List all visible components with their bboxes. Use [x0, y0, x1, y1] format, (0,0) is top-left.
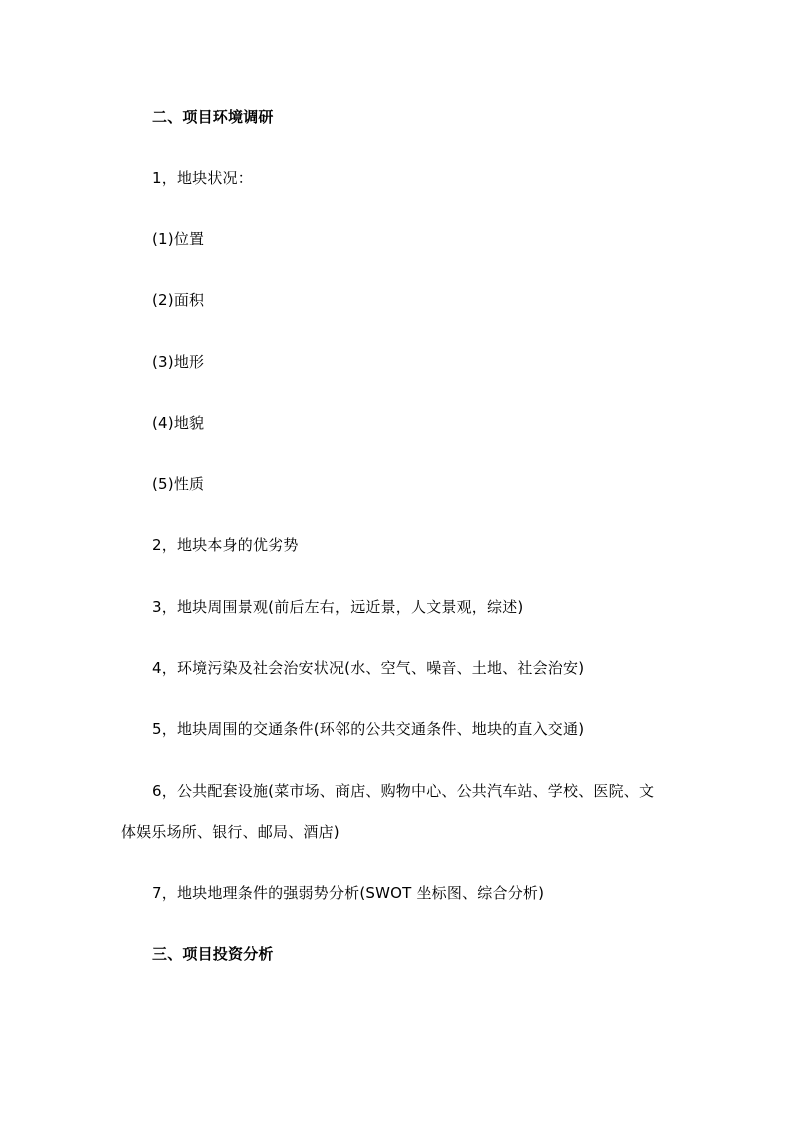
item-surrounding-landscape: 3，地块周围景观(前后左右，远近景，人文景观，综述): [152, 598, 524, 616]
subitem-terrain: (3)地形: [152, 353, 205, 371]
subitem-location: (1)位置: [152, 230, 205, 248]
subitem-nature: (5)性质: [152, 475, 205, 493]
item-swot-analysis: 7，地块地理条件的强弱势分析(SWOT 坐标图、综合分析): [152, 884, 545, 902]
subitem-area: (2)面积: [152, 291, 205, 309]
section-heading-environment-research: 二、项目环境调研: [152, 108, 274, 126]
item-traffic-conditions: 5，地块周围的交通条件(环邻的公共交通条件、地块的直入交通): [152, 720, 585, 738]
item-public-facilities-line1: 6，公共配套设施(菜市场、商店、购物中心、公共汽车站、学校、医院、文: [152, 782, 655, 800]
item-environment-pollution-security: 4，环境污染及社会治安状况(水、空气、噪音、土地、社会治安): [152, 659, 585, 677]
item-plot-strengths-weaknesses: 2，地块本身的优劣势: [152, 536, 299, 554]
section-heading-investment-analysis: 三、项目投资分析: [152, 945, 274, 963]
item-plot-status: 1，地块状况：: [152, 169, 253, 187]
subitem-landform: (4)地貌: [152, 414, 205, 432]
item-public-facilities-line2: 体娱乐场所、银行、邮局、酒店): [121, 823, 340, 841]
